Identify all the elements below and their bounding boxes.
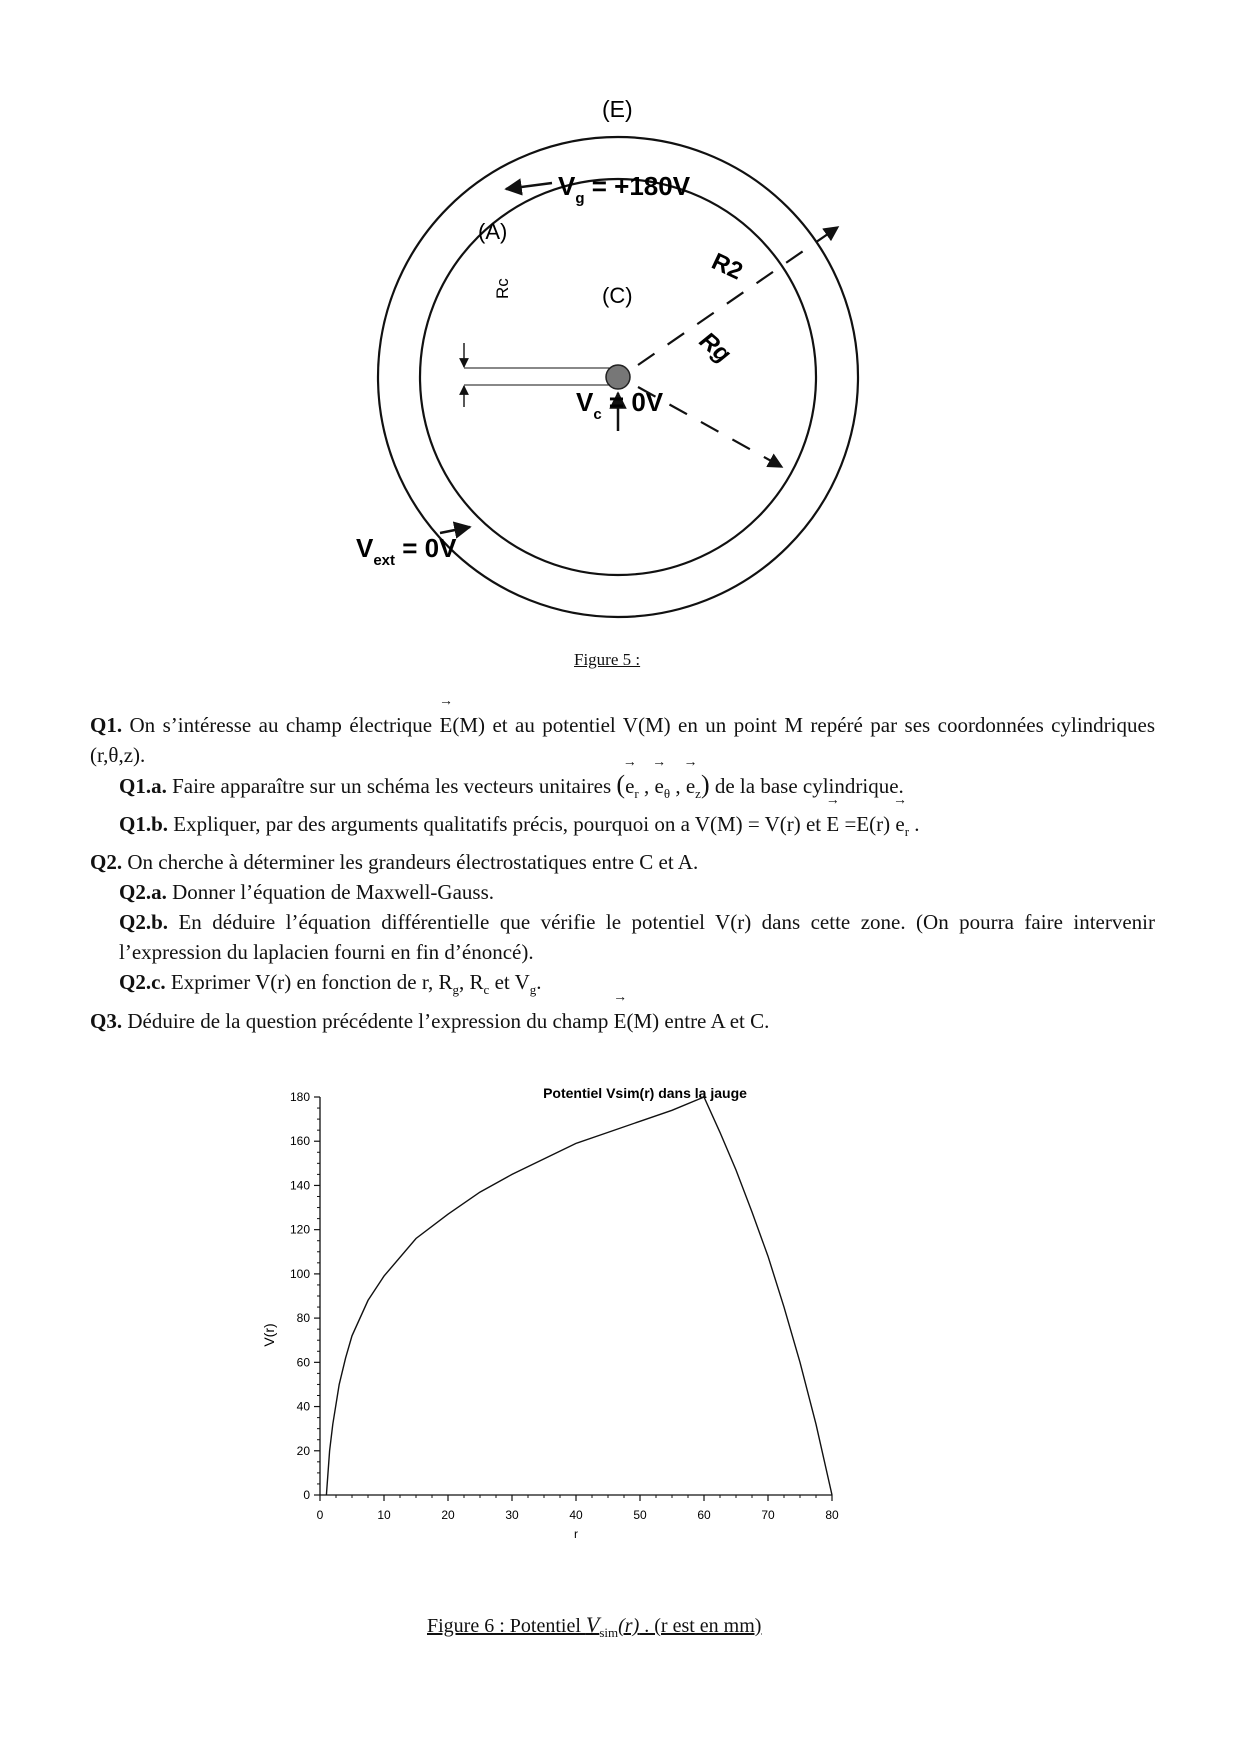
question-q1a: Q1.a. Faire apparaître sur un schéma les vecteurs unitaires (→ $e_r$ , → $e_\theta$ , → $e_z$) de la base cylindrique.: [90, 770, 1155, 809]
y-tick-label: 40: [296, 1399, 310, 1414]
x-tick-label: 20: [441, 1508, 455, 1522]
x-tick-label: 70: [761, 1508, 775, 1522]
figure-6-caption: Figure 6 : Potentiel $V_{sim}(r)$ . (r est en mm): [427, 1612, 762, 1640]
vg-label: $V_g = +180V$: [558, 171, 691, 207]
y-tick-label: 20: [296, 1443, 310, 1458]
series-line-vsim: [326, 1097, 832, 1495]
x-tick-label: 30: [505, 1508, 519, 1522]
chart-ticks: [290, 1090, 839, 1522]
y-tick-label: 120: [289, 1222, 310, 1237]
x-tick-label: 0: [316, 1508, 324, 1522]
question-q1b: Q1.b. Expliquer, par des arguments qualitatifs précis, pourquoi on a V(M) = V(r) et → $E =E(r) \to e_r$ .: [90, 809, 1155, 847]
x-tick-label: 10: [377, 1508, 391, 1522]
x-tick-label: 60: [697, 1508, 711, 1522]
y-tick-label: 80: [296, 1311, 310, 1326]
x-tick-label: 40: [569, 1508, 583, 1522]
label-A: (A): [478, 219, 508, 244]
label-E: (E): [602, 96, 633, 122]
x-tick-label: 80: [825, 1508, 839, 1522]
question-q2a: Q2.a. Donner l’équation de Maxwell-Gauss.: [119, 880, 495, 905]
x-tick-label: 50: [633, 1508, 647, 1522]
figure-6-chart: [261, 1080, 960, 1650]
question-q2c: Q2.c. Exprimer V(r) en fonction de r, $R_g$, $R_c$ et $V_g$.: [119, 970, 542, 998]
y-tick-label: 100: [289, 1266, 310, 1281]
figure-5-caption: Figure 5 :: [574, 650, 641, 669]
question-q2b: Q2.b. En déduire l’équation différentielle que vérifie le potentiel V(r) dans cette zone. (On pourra faire intervenir l’expression du laplacien fourni en fin d’énoncé).: [119, 910, 1155, 965]
x-axis-label: r: [574, 1527, 578, 1541]
vext-label: $V_{ext} = 0V$: [356, 533, 457, 569]
question-q3: Q3. Déduire de la question précédente l’expression du champ → E(M) entre A et C.: [90, 1006, 1155, 1036]
label-R2: R2: [707, 247, 747, 286]
chart-axes: [320, 1097, 832, 1495]
label-C: (C): [602, 283, 633, 308]
y-tick-label: 60: [296, 1355, 310, 1370]
chart-title: Potentiel Vsim(r) dans la jauge: [543, 1085, 747, 1101]
figure-5-diagram: [356, 95, 900, 665]
label-Rc: Rc: [493, 278, 512, 299]
y-tick-label: 160: [289, 1134, 310, 1149]
r2-radius-arrow: [638, 227, 838, 365]
y-axis-label: V(r): [261, 1323, 277, 1347]
questions-block: [90, 710, 1155, 1036]
question-q2: Q2. On cherche à déterminer les grandeurs électrostatiques entre C et A.: [90, 850, 699, 875]
label-Rg: Rg: [694, 326, 737, 369]
vg-arrow: [506, 183, 552, 189]
vc-label: $V_c = 0V$: [576, 387, 664, 423]
y-tick-label: 140: [289, 1178, 310, 1193]
y-tick-label: 0: [303, 1488, 310, 1502]
question-q1: Q1. On s’intéresse au champ électrique → E(M) et au potentiel V(M) en un point M repéré par ses coordonnées cylindriques (r,θ,z).: [90, 710, 1155, 770]
y-tick-label: 180: [289, 1090, 310, 1104]
